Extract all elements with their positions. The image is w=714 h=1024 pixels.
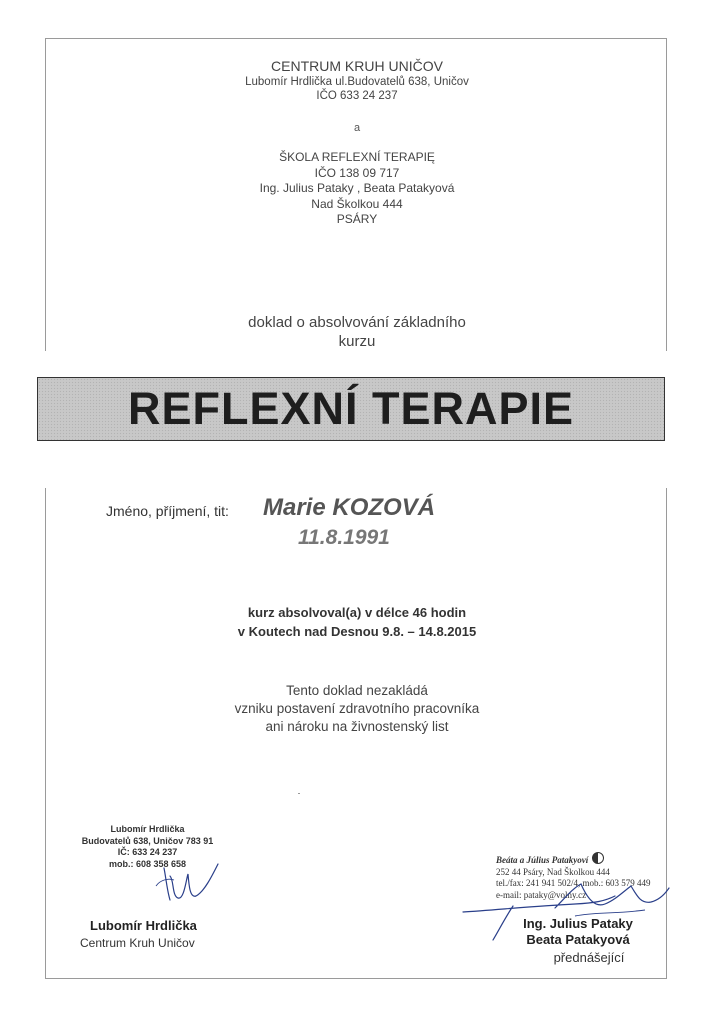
school-people: Ing. Julius Pataky , Beata Patakyová [259, 181, 455, 195]
stamp-left-ic: IČ: 633 24 237 [117, 847, 178, 857]
stamp-right-tel: tel./fax: 241 941 502/4, mob.: 603 579 449 [496, 878, 651, 888]
speck [298, 793, 300, 794]
course-line-1: kurz absolvoval(a) v délce 46 hodin [247, 605, 467, 620]
signatory-right-name-1: Ing. Julius Pataky [523, 916, 633, 931]
school-header [0, 150, 714, 228]
disclaimer-line-2: vzniku postavení zdravotního pracovníka [234, 701, 480, 716]
name-label: Jméno, příjmení, tit: [106, 503, 229, 519]
conjunction: a [353, 122, 361, 134]
signatory-right-role: přednášející [553, 950, 625, 965]
doklad-line-2: kurzu [338, 333, 376, 350]
banner-title: REFLEXNÍ TERAPIE [127, 383, 575, 434]
org-name: CENTRUM KRUH UNIČOV [271, 58, 443, 74]
issuer-header [0, 58, 714, 103]
org-address: Lubomír Hrdlička ul.Budovatelů 638, Uničov [245, 76, 469, 88]
stamp-left-name: Lubomír Hrdlička [110, 824, 185, 834]
signatory-left-org: Centrum Kruh Uničov [80, 936, 195, 950]
stamp-left-mob: mob.: 608 358 658 [108, 858, 187, 869]
signatory-right-name-2: Beata Patakyová [526, 932, 630, 947]
birth-date: 11.8.1991 [298, 526, 390, 549]
stamp-right-email: e-mail: pataky@volny.cz [496, 889, 587, 900]
school-name: ŠKOLA REFLEXNÍ TERAPIĘ [279, 150, 435, 164]
school-ico: IČO 138 09 717 [314, 165, 400, 180]
yin-yang-icon [592, 852, 604, 864]
course-info [0, 603, 714, 641]
course-banner [37, 377, 665, 441]
stamp-right-title: Beáta a Július Patakyoví [496, 855, 589, 865]
course-line-2: v Koutech nad Desnou 9.8. – 14.8.2015 [237, 624, 477, 639]
doklad-line-1: doklad o absolvování základního [248, 314, 466, 331]
signatory-left-name: Lubomír Hrdlička [90, 918, 197, 933]
signatory-right-names [503, 916, 653, 948]
signature-left [134, 850, 229, 910]
disclaimer-line-3: ani nároku na živnostenský list [265, 719, 449, 734]
school-street: Nad Školkou 444 [311, 196, 403, 211]
stamp-right-address: 252 44 Psáry, Nad Školkou 444 [496, 866, 610, 877]
school-city: PSÁRY [336, 212, 378, 226]
disclaimer-line-1: Tento doklad nezakládá [286, 683, 428, 698]
disclaimer [0, 682, 714, 736]
stamp-left-address: Budovatelů 638, Uničov 783 91 [81, 835, 214, 846]
document-type [0, 313, 714, 351]
person-name: Marie KOZOVÁ [263, 494, 436, 521]
org-ico: IČO 633 24 237 [316, 90, 398, 102]
